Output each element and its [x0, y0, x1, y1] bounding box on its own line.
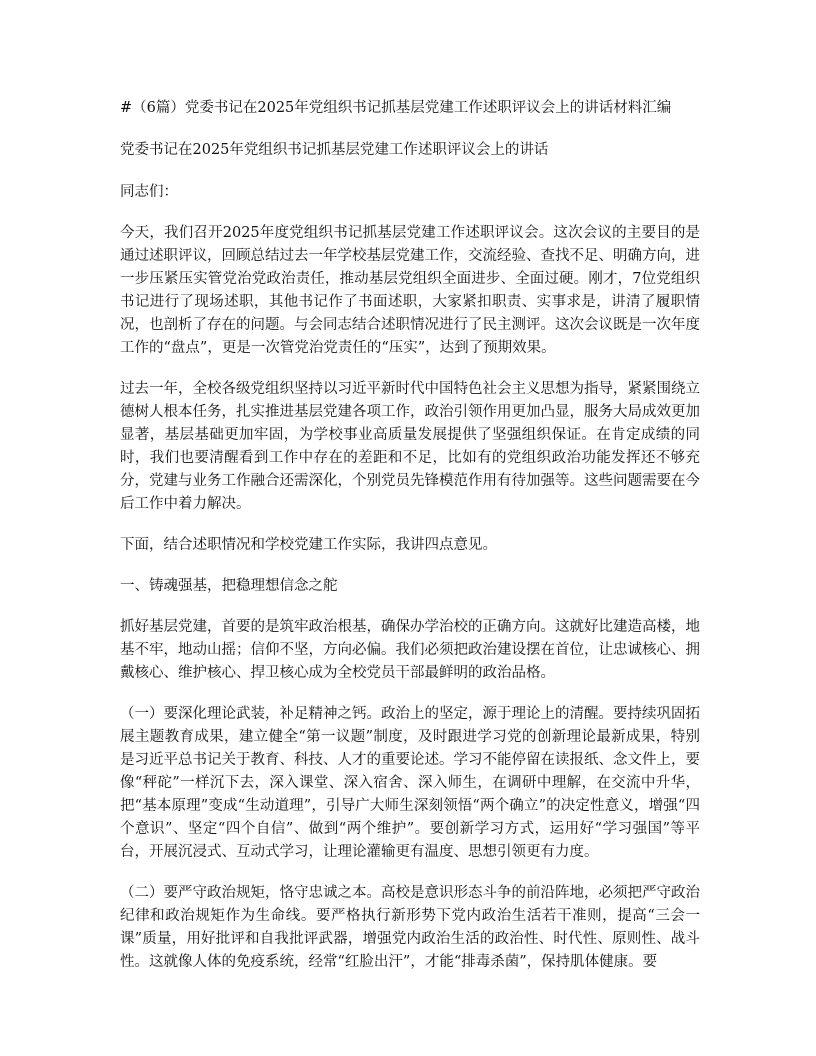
- paragraph-intro: 今天，我们召开2025年度党组织书记抓基层党建工作述职评议会。这次会议的主要目的是通过述职评议，回顾总结过去一年学校基层党建工作，交流经验、查找不足、明确方向，进一步压紧压实管党治党政治责任，推动基层党组织全面进步、全面过硬。刚才，7位党组织书记进行了现场述职，其他书记作了书面述职，大家紧扣职责、实事求是，讲清了履职情况，也剖析了存在的问题。与会同志结合述职情况进行了民主测评。这次会议既是一次年度工作的“盘点”，更是一次管党治党责任的“压实”，达到了预期效果。: [120, 225, 700, 356]
- section-heading-1: 一、铸魂强基，把稳理想信念之舵: [120, 578, 338, 594]
- document-body: [120, 96, 700, 992]
- document-heading: #（6篇）党委书记在2025年党组织书记抓基层党建工作述职评议会上的讲话材料汇编: [120, 100, 672, 116]
- speech-title: 党委书记在2025年党组织书记抓基层党建工作述职评议会上的讲话: [120, 142, 549, 158]
- paragraph-subsection-1: （一）要深化理论武装，补足精神之钙。政治上的坚定，源于理论上的清醒。要持续巩固拓展主题教育成果，建立健全“第一议题”制度，及时跟进学习党的创新理论最新成果，特别是习近平总书记关于教育、科技、人才的重要论述。学习不能停留在读报纸、念文件上，要像“秤砣”一样沉下去，深入课堂、深入宿舍、深入师生，在调研中理解，在交流中升华，把“基本原理”变成“生动道理”，引导广大师生深刻领悟“两个确立”的决定性意义，增强“四个意识”、坚定“四个自信”、做到“两个维护”。要创新学习方式，运用好“学习强国”等平台，开展沉浸式、互动式学习，让理论灌输更有温度、思想引领更有力度。: [120, 706, 700, 860]
- paragraph-subsection-2: （二）要严守政治规矩，恪守忠诚之本。高校是意识形态斗争的前沿阵地，必须把严守政治纪律和政治规矩作为生命线。要严格执行新形势下党内政治生活若干准则，提高“三会一课”质量，用好批评和自我批评武器，增强党内政治生活的政治性、时代性、原则性、战斗性。这就像人体的免疫系统，经常“红脸出汗”，才能“排毒杀菌”，保持肌体健康。要: [120, 885, 700, 970]
- paragraph-transition: 下面，结合述职情况和学校党建工作实际，我讲四点意见。: [120, 537, 497, 553]
- salutation: 同志们：: [120, 184, 178, 200]
- paragraph-section-1: 抓好基层党建，首要的是筑牢政治根基，确保办学治校的正确方向。这就好比建造高楼，地基不牢，地动山摇；信仰不坚，方向必偏。我们必须把政治建设摆在首位，让忠诚核心、拥戴核心、维护核心、捍卫核心成为全校党员干部最鲜明的政治品格。: [120, 619, 700, 681]
- paragraph-review: 过去一年，全校各级党组织坚持以习近平新时代中国特色社会主义思想为指导，紧紧围绕立德树人根本任务，扎实推进基层党建各项工作，政治引领作用更加凸显，服务大局成效更加显著，基层基础更加牢固，为学校事业高质量发展提供了坚强组织保证。在肯定成绩的同时，我们也要清醒看到工作中存在的差距和不足，比如有的党组织政治功能发挥还不够充分，党建与业务工作融合还需深化，个别党员先锋模范作用有待加强等。这些问题需要在今后工作中着力解决。: [120, 381, 700, 512]
